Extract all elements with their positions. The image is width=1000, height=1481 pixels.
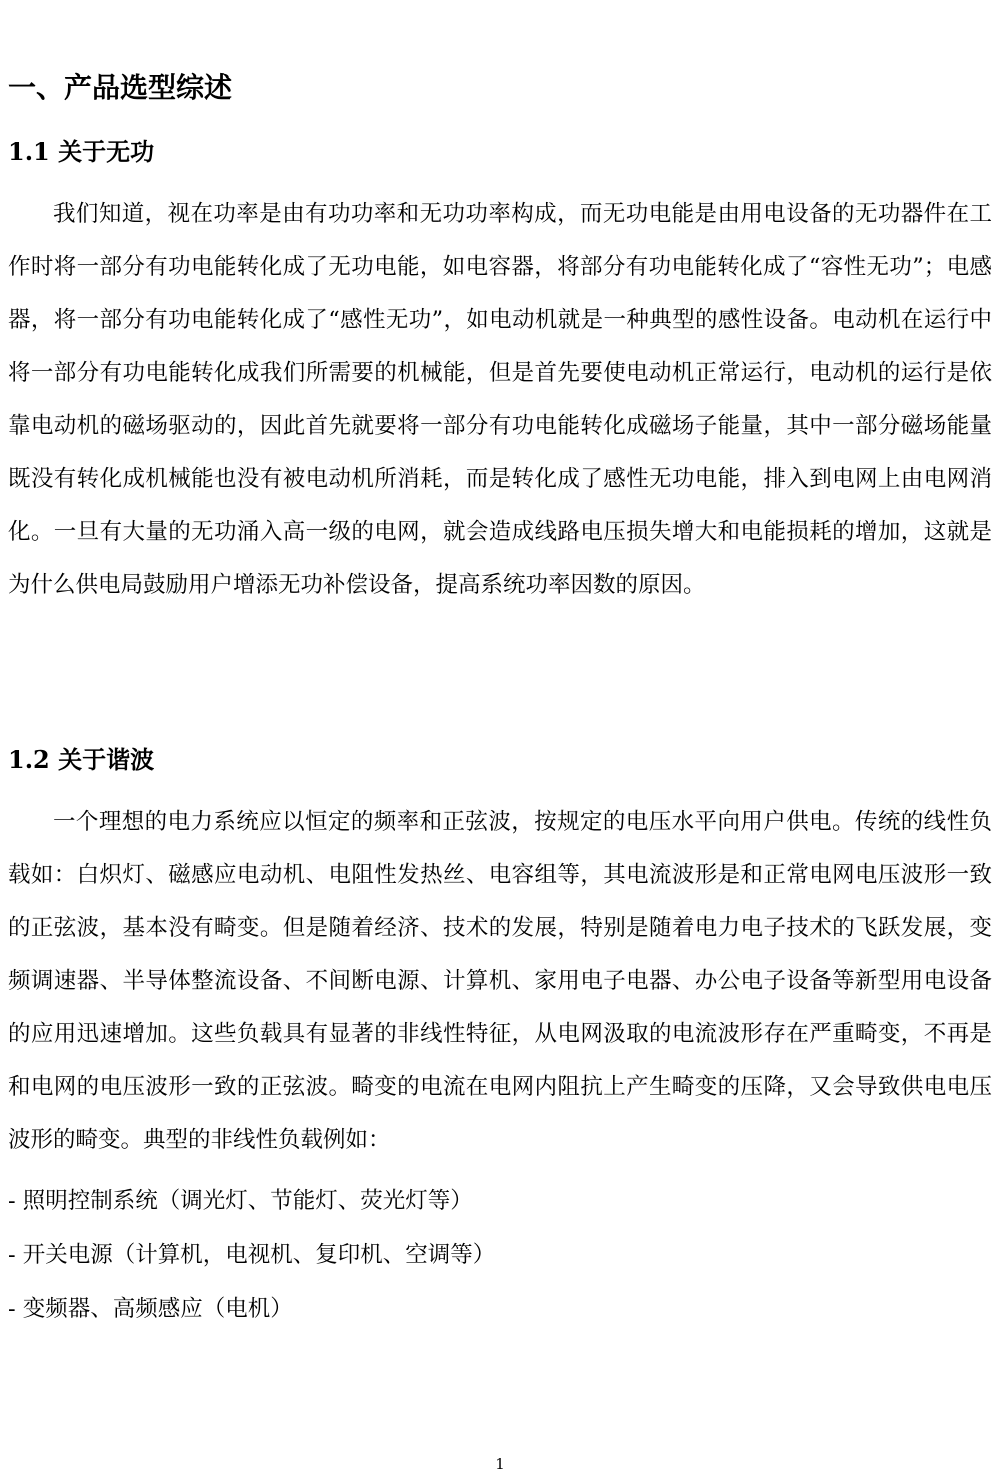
section-title: 一、产品选型综述	[8, 71, 233, 104]
list-item: - 变频器、高频感应（电机）	[8, 1296, 293, 1322]
page-number: 1	[495, 1455, 505, 1473]
subsection-heading-reactive-power: 1.1 关于无功	[8, 137, 155, 166]
list-item: - 照明控制系统（调光灯、节能灯、荧光灯等）	[8, 1188, 473, 1214]
list-item: - 开关电源（计算机，电视机、复印机、空调等）	[8, 1242, 496, 1268]
subsection-heading-harmonics: 1.2 关于谐波	[8, 745, 155, 774]
paragraph-harmonics: 一个理想的电力系统应以恒定的频率和正弦波，按规定的电压水平向用户供电。传统的线性负载如：白炽灯、磁感应电动机、电阻性发热丝、电容组等，其电流波形是和正常电网电压波形一致的正弦波，基本没有畸变。但是随着经济、技术的发展，特别是随着电力电子技术的飞跃发展，变频调速器、半导体整流设备、不间断电源、计算机、家用电子电器、办公电子设备等新型用电设备的应用迅速增加。这些负载具有显著的非线性特征，从电网汲取的电流波形存在严重畸变，不再是和电网的电压波形一致的正弦波。畸变的电流在电网内阻抗上产生畸变的压降，又会导致供电电压波形的畸变。典型的非线性负载例如：	[8, 809, 992, 1153]
nonlinear-load-list	[8, 1174, 495, 1336]
paragraph-reactive-power: 我们知道，视在功率是由有功功率和无功功率构成，而无功电能是由用电设备的无功器件在工作时将一部分有功电能转化成了无功电能，如电容器，将部分有功电能转化成了“容性无功”；电感器，将一部分有功电能转化成了“感性无功”，如电动机就是一种典型的感性设备。电动机在运行中将一部分有功电能转化成我们所需要的机械能，但是首先要使电动机正常运行，电动机的运行是依靠电动机的磁场驱动的，因此首先就要将一部分有功电能转化成磁场子能量，其中一部分磁场能量既没有转化成机械能也没有被电动机所消耗，而是转化成了感性无功电能，排入到电网上由电网消化。一旦有大量的无功涌入高一级的电网，就会造成线路电压损失增大和电能损耗的增加，这就是为什么供电局鼓励用户增添无功补偿设备，提高系统功率因数的原因。	[8, 201, 992, 598]
